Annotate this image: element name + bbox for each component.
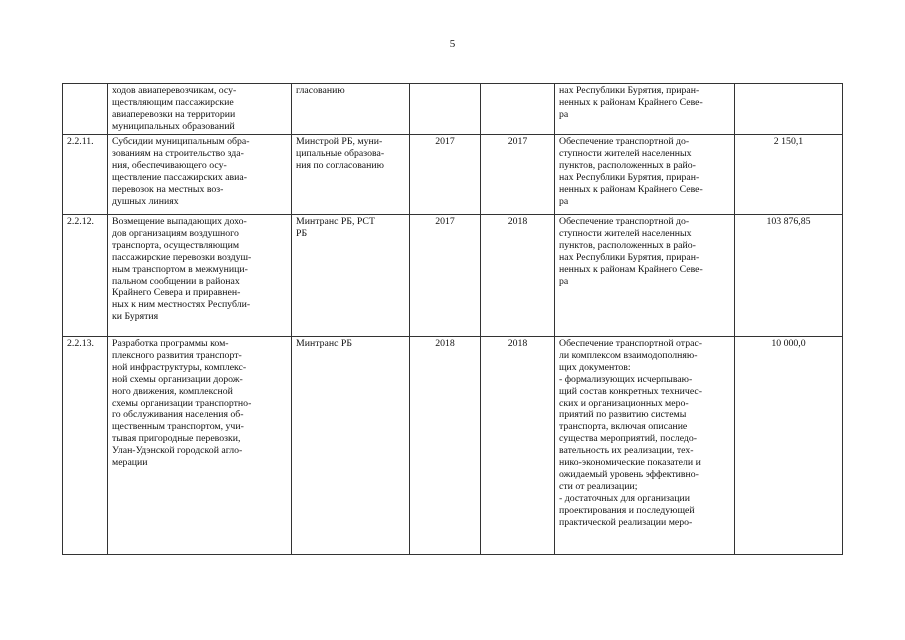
- table-row: [63, 135, 843, 215]
- executor-cell: Минтранс РБ: [292, 337, 410, 555]
- table-row: [63, 215, 843, 337]
- end-year-cell: 2018: [481, 337, 555, 555]
- row-number-cell: [63, 84, 108, 135]
- table-row: [63, 84, 843, 135]
- measure-name-cell: Возмещение выпадающих дохо- дов организациям воздушного транспорта, осуществляющим пассажирские перевозки воздуш- ным транспортом в межмуници- пальном сообщении в районах Крайнего Севера и приравнен- ных к ним местностях Республи- ки Бурятия: [108, 215, 292, 337]
- end-year-cell: 2017: [481, 135, 555, 215]
- measure-name-cell: Разработка программы ком- плексного развития транспорт- ной инфраструктуры, комплекс- ной схемы организации дорож- ного движения, комплексной схемы организации транспортно- го обслуживания населения об- щественным транспортом, учи- тывая пригородные перевозки, Улан-Удэнской городской агло- мерации: [108, 337, 292, 555]
- measures-table: [62, 83, 843, 555]
- expected-result-cell: Обеспечение транспортной до- ступности жителей населенных пунктов, расположенных в райо- нах Республики Бурятия, приран- ненных к районам Крайнего Севе- ра: [555, 135, 735, 215]
- expected-result-cell: Обеспечение транспортной отрас- ли комплексом взаимодополняю- щих документов: - формализующих исчерпываю- щий состав конкретных техничес- ских и организационных меро- приятий по развитию системы транспорта, включая описание существа мероприятий, последо- вательность их реализации, тех- нико-экономические показатели и ожидаемый уровень эффективно- сти от реализации; - достаточных для организации проектирования и последующей практической реализации меро-: [555, 337, 735, 555]
- end-year-cell: [481, 84, 555, 135]
- page-number: 5: [449, 38, 456, 50]
- row-number-cell: 2.2.13.: [63, 337, 108, 555]
- executor-cell: Минстрой РБ, муни- ципальные образова- ния по согласованию: [292, 135, 410, 215]
- expected-result-cell: Обеспечение транспортной до- ступности жителей населенных пунктов, расположенных в райо- нах Республики Бурятия, приран- ненных к районам Крайнего Севе- ра: [555, 215, 735, 337]
- amount-cell: 103 876,85: [735, 215, 843, 337]
- table-row: [63, 337, 843, 555]
- start-year-cell: [410, 84, 481, 135]
- start-year-cell: 2017: [410, 215, 481, 337]
- end-year-cell: 2018: [481, 215, 555, 337]
- executor-cell: гласованию: [292, 84, 410, 135]
- start-year-cell: 2017: [410, 135, 481, 215]
- measure-name-cell: ходов авиаперевозчикам, осу- ществляющим пассажирские авиаперевозки на территории муниципальных образований: [108, 84, 292, 135]
- executor-cell: Минтранс РБ, РСТ РБ: [292, 215, 410, 337]
- row-number-cell: 2.2.12.: [63, 215, 108, 337]
- amount-cell: 10 000,0: [735, 337, 843, 555]
- amount-cell: [735, 84, 843, 135]
- measure-name-cell: Субсидии муниципальным обра- зованиям на строительство зда- ния, обеспечивающего осу- ществление пассажирских авиа- перевозок на местных воз- душных линиях: [108, 135, 292, 215]
- expected-result-cell: нах Республики Бурятия, приран- ненных к районам Крайнего Севе- ра: [555, 84, 735, 135]
- row-number-cell: 2.2.11.: [63, 135, 108, 215]
- start-year-cell: 2018: [410, 337, 481, 555]
- amount-cell: 2 150,1: [735, 135, 843, 215]
